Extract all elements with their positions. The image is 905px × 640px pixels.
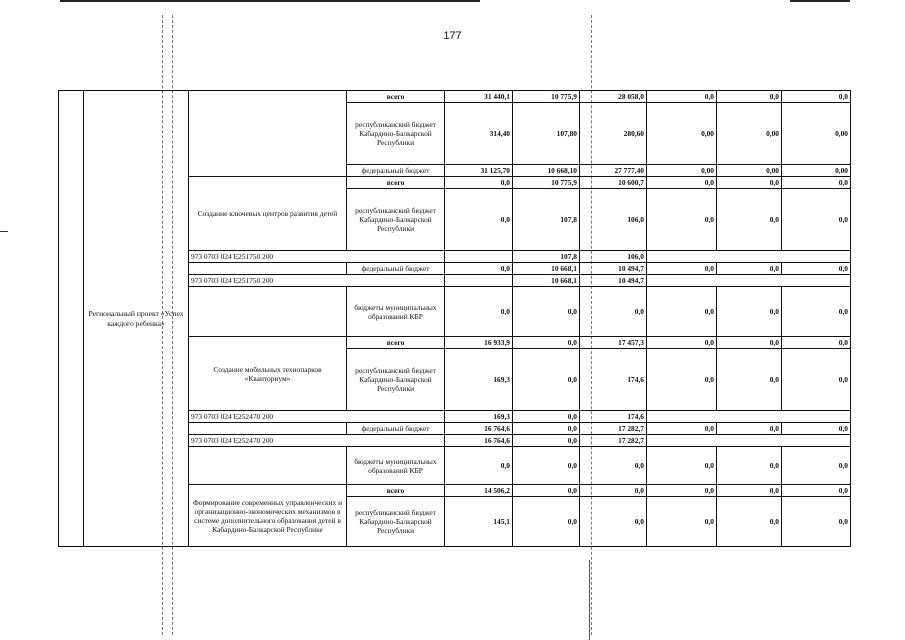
value-cell: 17 282,7 <box>580 423 647 435</box>
value-cell: 314,40 <box>445 103 513 165</box>
event-name: Формирование современных управленческих и организационно-экономических механизмов в системе дополнительного образования детей в Кабардино-Балкарской Республике <box>189 485 347 547</box>
value-cell: 0,0 <box>647 189 717 251</box>
value-cell: 0,0 <box>580 287 647 337</box>
value-cell: 0,0 <box>580 497 647 547</box>
value-cell: 10 600,7 <box>580 177 647 189</box>
budget-code: 973 0703 024 Е252470 200 <box>189 411 445 423</box>
value-cell: 16 933,9 <box>445 337 513 349</box>
value-cell: 28 058,0 <box>580 91 647 103</box>
value-cell: 0,0 <box>580 485 647 497</box>
scan-edge-line <box>60 0 480 2</box>
value-cell: 0,0 <box>513 447 580 485</box>
blank-cell <box>647 251 851 263</box>
value-cell: 0,0 <box>717 423 782 435</box>
value-cell: 0,0 <box>717 497 782 547</box>
value-cell: 0,0 <box>782 189 851 251</box>
blank-cell <box>189 423 347 435</box>
value-cell: 107,80 <box>513 103 580 165</box>
event-name: Создание мобильных технопарков «Кванториум» <box>189 337 347 411</box>
source-cell: всего <box>347 177 445 189</box>
value-cell: 10 775,9 <box>513 91 580 103</box>
value-cell: 10 494,7 <box>580 275 647 287</box>
blank-cell <box>189 263 347 275</box>
value-cell: 0,0 <box>782 287 851 337</box>
blank-cell <box>647 435 851 447</box>
source-cell: республиканский бюджет Кабардино-Балкарской Республики <box>347 103 445 165</box>
value-cell: 0,0 <box>445 263 513 275</box>
blank-cell <box>647 275 851 287</box>
table-row <box>59 91 851 103</box>
value-cell: 0,0 <box>445 177 513 189</box>
source-cell: республиканский бюджет Кабардино-Балкарской Республики <box>347 497 445 547</box>
value-cell: 174,6 <box>580 411 647 423</box>
value-cell: 0,0 <box>782 349 851 411</box>
value-cell: 0,0 <box>782 485 851 497</box>
value-cell: 0,0 <box>717 337 782 349</box>
scan-edge-line <box>790 0 850 2</box>
page-number: 177 <box>443 30 462 42</box>
value-cell: 31 125,70 <box>445 165 513 177</box>
fold-line <box>589 560 590 640</box>
value-cell: 14 506,2 <box>445 485 513 497</box>
value-cell: 0,0 <box>513 423 580 435</box>
value-cell: 0,0 <box>647 349 717 411</box>
source-cell: республиканский бюджет Кабардино-Балкарской Республики <box>347 189 445 251</box>
scan-mark <box>0 231 8 232</box>
value-cell: 169,3 <box>445 349 513 411</box>
event-name: Создание ключевых центров развития детей <box>189 177 347 251</box>
value-cell: 0,00 <box>717 165 782 177</box>
budget-code: 973 0703 024 Е252470 200 <box>189 435 445 447</box>
value-cell: 0,0 <box>445 447 513 485</box>
value-cell: 10 668,1 <box>513 275 580 287</box>
value-cell: 0,0 <box>513 485 580 497</box>
value-cell: 0,00 <box>717 103 782 165</box>
source-cell: федеральный бюджет <box>347 423 445 435</box>
budget-code: 973 0703 024 Е251750 200 <box>189 275 445 287</box>
value-cell: 0,0 <box>717 287 782 337</box>
value-cell: 0,0 <box>782 337 851 349</box>
value-cell: 0,0 <box>513 411 580 423</box>
value-cell: 10 775,9 <box>513 177 580 189</box>
value-cell: 145,1 <box>445 497 513 547</box>
value-cell: 27 777,40 <box>580 165 647 177</box>
value-cell: 0,0 <box>513 287 580 337</box>
table-body <box>59 91 851 547</box>
value-cell <box>445 275 513 287</box>
blank-cell <box>189 447 347 485</box>
value-cell: 0,0 <box>717 91 782 103</box>
value-cell: 0,0 <box>717 177 782 189</box>
value-cell: 0,0 <box>717 263 782 275</box>
value-cell: 10 494,7 <box>580 263 647 275</box>
value-cell: 0,0 <box>782 423 851 435</box>
value-cell: 0,0 <box>782 177 851 189</box>
value-cell: 107,8 <box>513 189 580 251</box>
value-cell: 10 668,10 <box>513 165 580 177</box>
value-cell: 106,0 <box>580 189 647 251</box>
value-cell: 0,0 <box>647 177 717 189</box>
value-cell: 280,60 <box>580 103 647 165</box>
value-cell: 0,0 <box>647 423 717 435</box>
value-cell: 0,0 <box>513 497 580 547</box>
value-cell: 0,00 <box>647 165 717 177</box>
value-cell: 0,00 <box>782 165 851 177</box>
value-cell: 0,0 <box>647 497 717 547</box>
budget-code: 973 0703 024 Е251750 200 <box>189 251 445 263</box>
project-name: Региональный проект «Успех каждого ребенка» <box>84 91 189 547</box>
budget-table <box>58 90 851 547</box>
value-cell: 0,0 <box>647 447 717 485</box>
value-cell: 0,0 <box>513 349 580 411</box>
blank-cell <box>647 411 851 423</box>
source-cell: всего <box>347 91 445 103</box>
source-cell: бюджеты муниципальных образований КБР <box>347 447 445 485</box>
source-cell: федеральный бюджет <box>347 263 445 275</box>
value-cell: 17 457,3 <box>580 337 647 349</box>
source-cell: республиканский бюджет Кабардино-Балкарской Республики <box>347 349 445 411</box>
value-cell: 0,0 <box>647 485 717 497</box>
value-cell: 0,0 <box>782 447 851 485</box>
value-cell: 0,0 <box>717 189 782 251</box>
source-cell: всего <box>347 337 445 349</box>
value-cell: 0,00 <box>782 103 851 165</box>
value-cell: 0,00 <box>647 103 717 165</box>
value-cell: 31 440,1 <box>445 91 513 103</box>
value-cell: 169,3 <box>445 411 513 423</box>
value-cell: 0,0 <box>647 263 717 275</box>
value-cell: 174,6 <box>580 349 647 411</box>
value-cell: 0,0 <box>717 485 782 497</box>
value-cell: 0,0 <box>717 349 782 411</box>
value-cell: 0,0 <box>445 287 513 337</box>
value-cell: 10 668,1 <box>513 263 580 275</box>
value-cell: 0,0 <box>513 337 580 349</box>
event-name <box>189 91 347 177</box>
source-cell: бюджеты муниципальных образований КБР <box>347 287 445 337</box>
source-cell: федеральный бюджет <box>347 165 445 177</box>
value-cell: 0,0 <box>782 91 851 103</box>
source-cell: всего <box>347 485 445 497</box>
value-cell: 0,0 <box>445 189 513 251</box>
value-cell: 0,0 <box>513 435 580 447</box>
value-cell: 0,0 <box>782 263 851 275</box>
value-cell: 0,0 <box>580 447 647 485</box>
value-cell: 0,0 <box>647 337 717 349</box>
value-cell: 106,0 <box>580 251 647 263</box>
value-cell <box>445 251 513 263</box>
value-cell: 0,0 <box>647 287 717 337</box>
blank-cell <box>59 91 84 547</box>
value-cell: 0,0 <box>647 91 717 103</box>
blank-cell <box>189 287 347 337</box>
value-cell: 17 282,7 <box>580 435 647 447</box>
value-cell: 0,0 <box>782 497 851 547</box>
value-cell: 107,8 <box>513 251 580 263</box>
value-cell: 16 764,6 <box>445 435 513 447</box>
value-cell: 0,0 <box>717 447 782 485</box>
value-cell: 16 764,6 <box>445 423 513 435</box>
